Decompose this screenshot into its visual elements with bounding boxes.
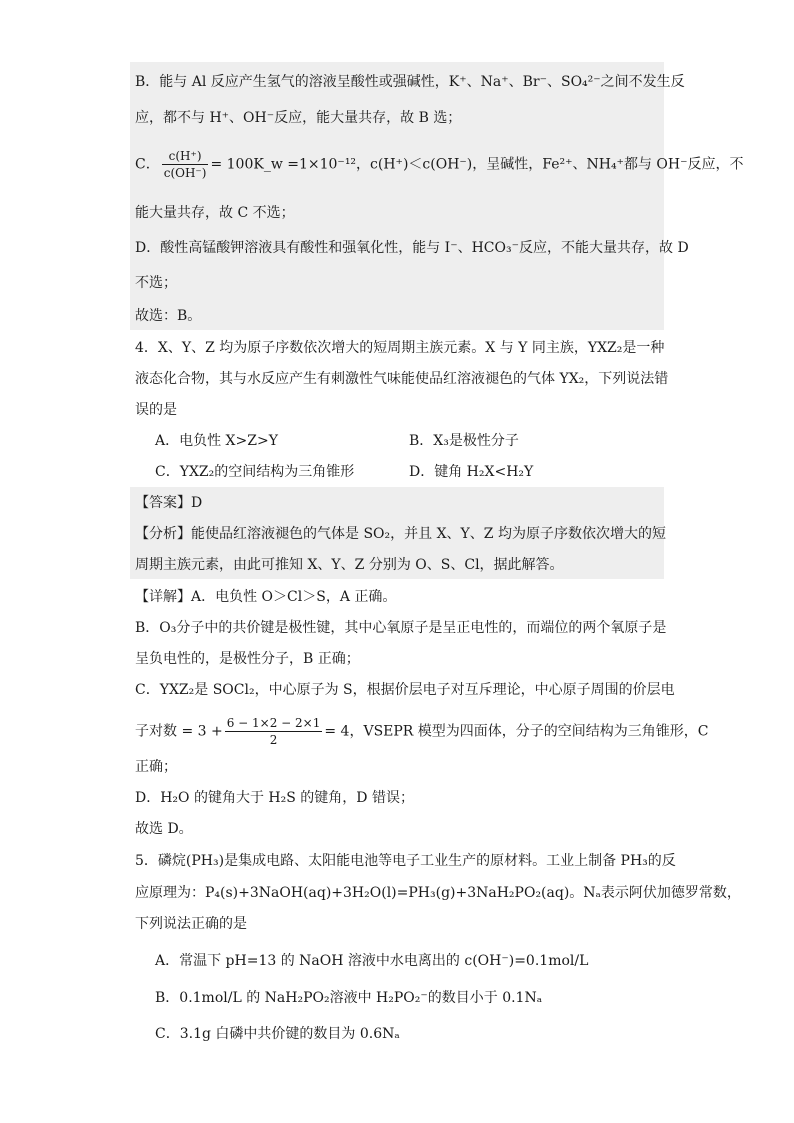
option-c-formula-text: = 100K_w =1×10⁻¹²，c(H⁺)＜c(OH⁻)，呈碱性，Fe²⁺、NH₄⁺都与 OH⁻反应，不 [210, 156, 744, 173]
fraction-numerator: 6 − 1×2 − 2×1 [226, 716, 321, 730]
q4-stem-line1: 4．X、Y、Z 均为原子序数依次增大的短周期主族元素。X 与 Y 同主族，YXZ₂是一种 [135, 340, 665, 356]
option-b-explanation-line2: 应，都不与 H⁺、OH⁻反应，能大量共存，故 B 选； [135, 110, 462, 126]
electron-pair-fraction [225, 715, 323, 748]
option-c-explanation-line2: 能大量共存，故 C 不选； [135, 205, 295, 221]
hydrogen-ratio-fraction [162, 148, 209, 181]
fraction-denominator: 2 [269, 733, 278, 747]
option-d-explanation-line2: 不选； [135, 275, 177, 291]
q4-detail-line2: B．O₃分子中的共价键是极性键，其中心氧原子是呈正电性的，而端位的两个氧原子是 [135, 620, 667, 636]
electron-pair-prefix: 子对数 = 3 + [135, 723, 223, 740]
q4-option-d: D．键角 H₂X<H₂Y [409, 464, 534, 480]
option-c-label: C． [135, 156, 160, 173]
q5-option-b: B．0.1mol/L 的 NaH₂PO₂溶液中 H₂PO₂⁻的数目小于 0.1Nₐ [155, 990, 543, 1006]
option-d-explanation-line1: D．酸性高锰酸钾溶液具有酸性和强氧化性，能与 I⁻、HCO₃⁻反应，不能大量共存，故 D [135, 240, 689, 256]
q4-detail-line1: 【详解】A．电负性 O＞Cl＞S，A 正确。 [135, 589, 397, 605]
previous-conclusion: 故选：B。 [135, 308, 202, 324]
q4-detail-line5 [135, 715, 709, 748]
q4-option-c: C．YXZ₂的空间结构为三角锥形 [155, 464, 355, 480]
q4-option-a: A．电负性 X>Z>Y [155, 433, 278, 449]
electron-pair-suffix: = 4，VSEPR 模型为四面体，分子的空间结构为三角锥形，C [324, 723, 709, 740]
q4-stem-line3: 误的是 [135, 402, 177, 418]
q4-option-b: B．X₃是极性分子 [409, 433, 519, 449]
q4-detail-line6: 正确； [135, 759, 177, 775]
fraction-numerator: c(H⁺) [162, 148, 209, 165]
q5-stem-line1: 5．磷烷(PH₃)是集成电路、太阳能电池等电子工业生产的原材料。工业上制备 PH₃的反 [135, 853, 676, 869]
fraction-denominator: c(OH⁻) [163, 166, 207, 180]
q4-stem-line2: 液态化合物，其与水反应产生有刺激性气味能使品红溶液褪色的气体 YX₂，下列说法错 [135, 371, 669, 387]
q4-analysis-line2: 周期主族元素，由此可推知 X、Y、Z 分别为 O、S、Cl，据此解答。 [135, 557, 564, 573]
q4-detail-line4: C．YXZ₂是 SOCl₂，中心原子为 S，根据价层电子对互斥理论，中心原子周围的价层电 [135, 682, 675, 698]
q5-option-c: C．3.1g 白磷中共价键的数目为 0.6Nₐ [155, 1026, 400, 1042]
q4-detail-line7: D．H₂O 的键角大于 H₂S 的键角，D 错误； [135, 790, 414, 806]
q5-stem-line2: 应原理为：P₄(s)+3NaOH(aq)+3H₂O(l)=PH₃(g)+3NaH₂PO₂(aq)。Nₐ表示阿伏加德罗常数， [135, 885, 741, 901]
q5-stem-line3: 下列说法正确的是 [135, 916, 247, 932]
q4-analysis-line1: 【分析】能使品红溶液褪色的气体是 SO₂，并且 X、Y、Z 均为原子序数依次增大的短 [135, 526, 666, 542]
q5-option-a: A．常温下 pH=13 的 NaOH 溶液中水电离出的 c(OH⁻)=0.1mol/L [155, 953, 589, 969]
q4-conclusion: 故选 D。 [135, 821, 193, 837]
q4-detail-line3: 呈负电性的，是极性分子，B 正确； [135, 651, 360, 667]
q4-answer: 【答案】D [135, 495, 203, 511]
option-c-explanation-line1 [135, 148, 744, 181]
option-b-explanation-line1: B．能与 Al 反应产生氢气的溶液呈酸性或强碱性，K⁺、Na⁺、Br⁻、SO₄²⁻之间不发生反 [135, 74, 685, 90]
